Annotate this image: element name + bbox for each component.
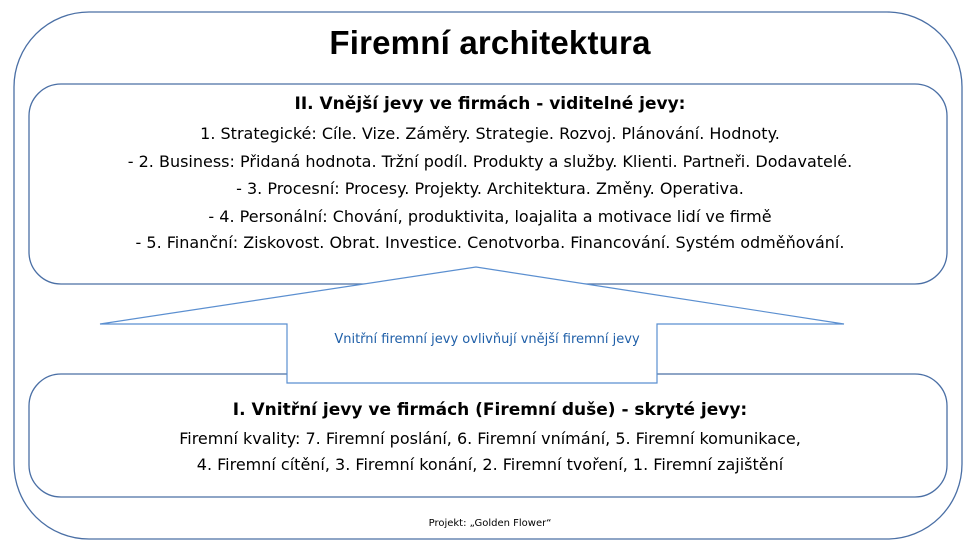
hidden-phenomena-heading: I. Vnitřní jevy ve firmách (Firemní duše) - skryté jevy: <box>232 400 748 420</box>
visible-phenomena-line-personal: - 4. Personální: Chování, produktivita, loajalita a motivace lidí ve firmě <box>208 207 772 226</box>
project-footer: Projekt: „Golden Flower“ <box>428 518 552 529</box>
visible-phenomena-heading: II. Vnější jevy ve firmách - viditelné jevy: <box>294 94 686 114</box>
visible-phenomena-line-financial: - 5. Finanční: Ziskovost. Obrat. Investice. Cenotvorba. Financování. Systém odměňování. <box>135 233 845 252</box>
influence-arrow-label: Vnitřní firemní jevy ovlivňují vnější firemní jevy <box>334 332 640 347</box>
hidden-phenomena-line-1: Firemní kvality: 7. Firemní poslání, 6. Firemní vnímání, 5. Firemní komunikace, <box>179 429 801 448</box>
hidden-phenomena-line-2: 4. Firemní cítění, 3. Firemní konání, 2. Firemní tvoření, 1. Firemní zajištění <box>196 455 784 474</box>
page-title: Firemní architektura <box>329 24 651 61</box>
visible-phenomena-line-strategic: 1. Strategické: Cíle. Vize. Záměry. Strategie. Rozvoj. Plánování. Hodnoty. <box>200 124 780 143</box>
visible-phenomena-line-business: - 2. Business: Přidaná hodnota. Tržní podíl. Produkty a služby. Klienti. Partneři. Dodavatelé. <box>127 152 853 171</box>
visible-phenomena-line-process: - 3. Procesní: Procesy. Projekty. Architektura. Změny. Operativa. <box>236 179 744 198</box>
